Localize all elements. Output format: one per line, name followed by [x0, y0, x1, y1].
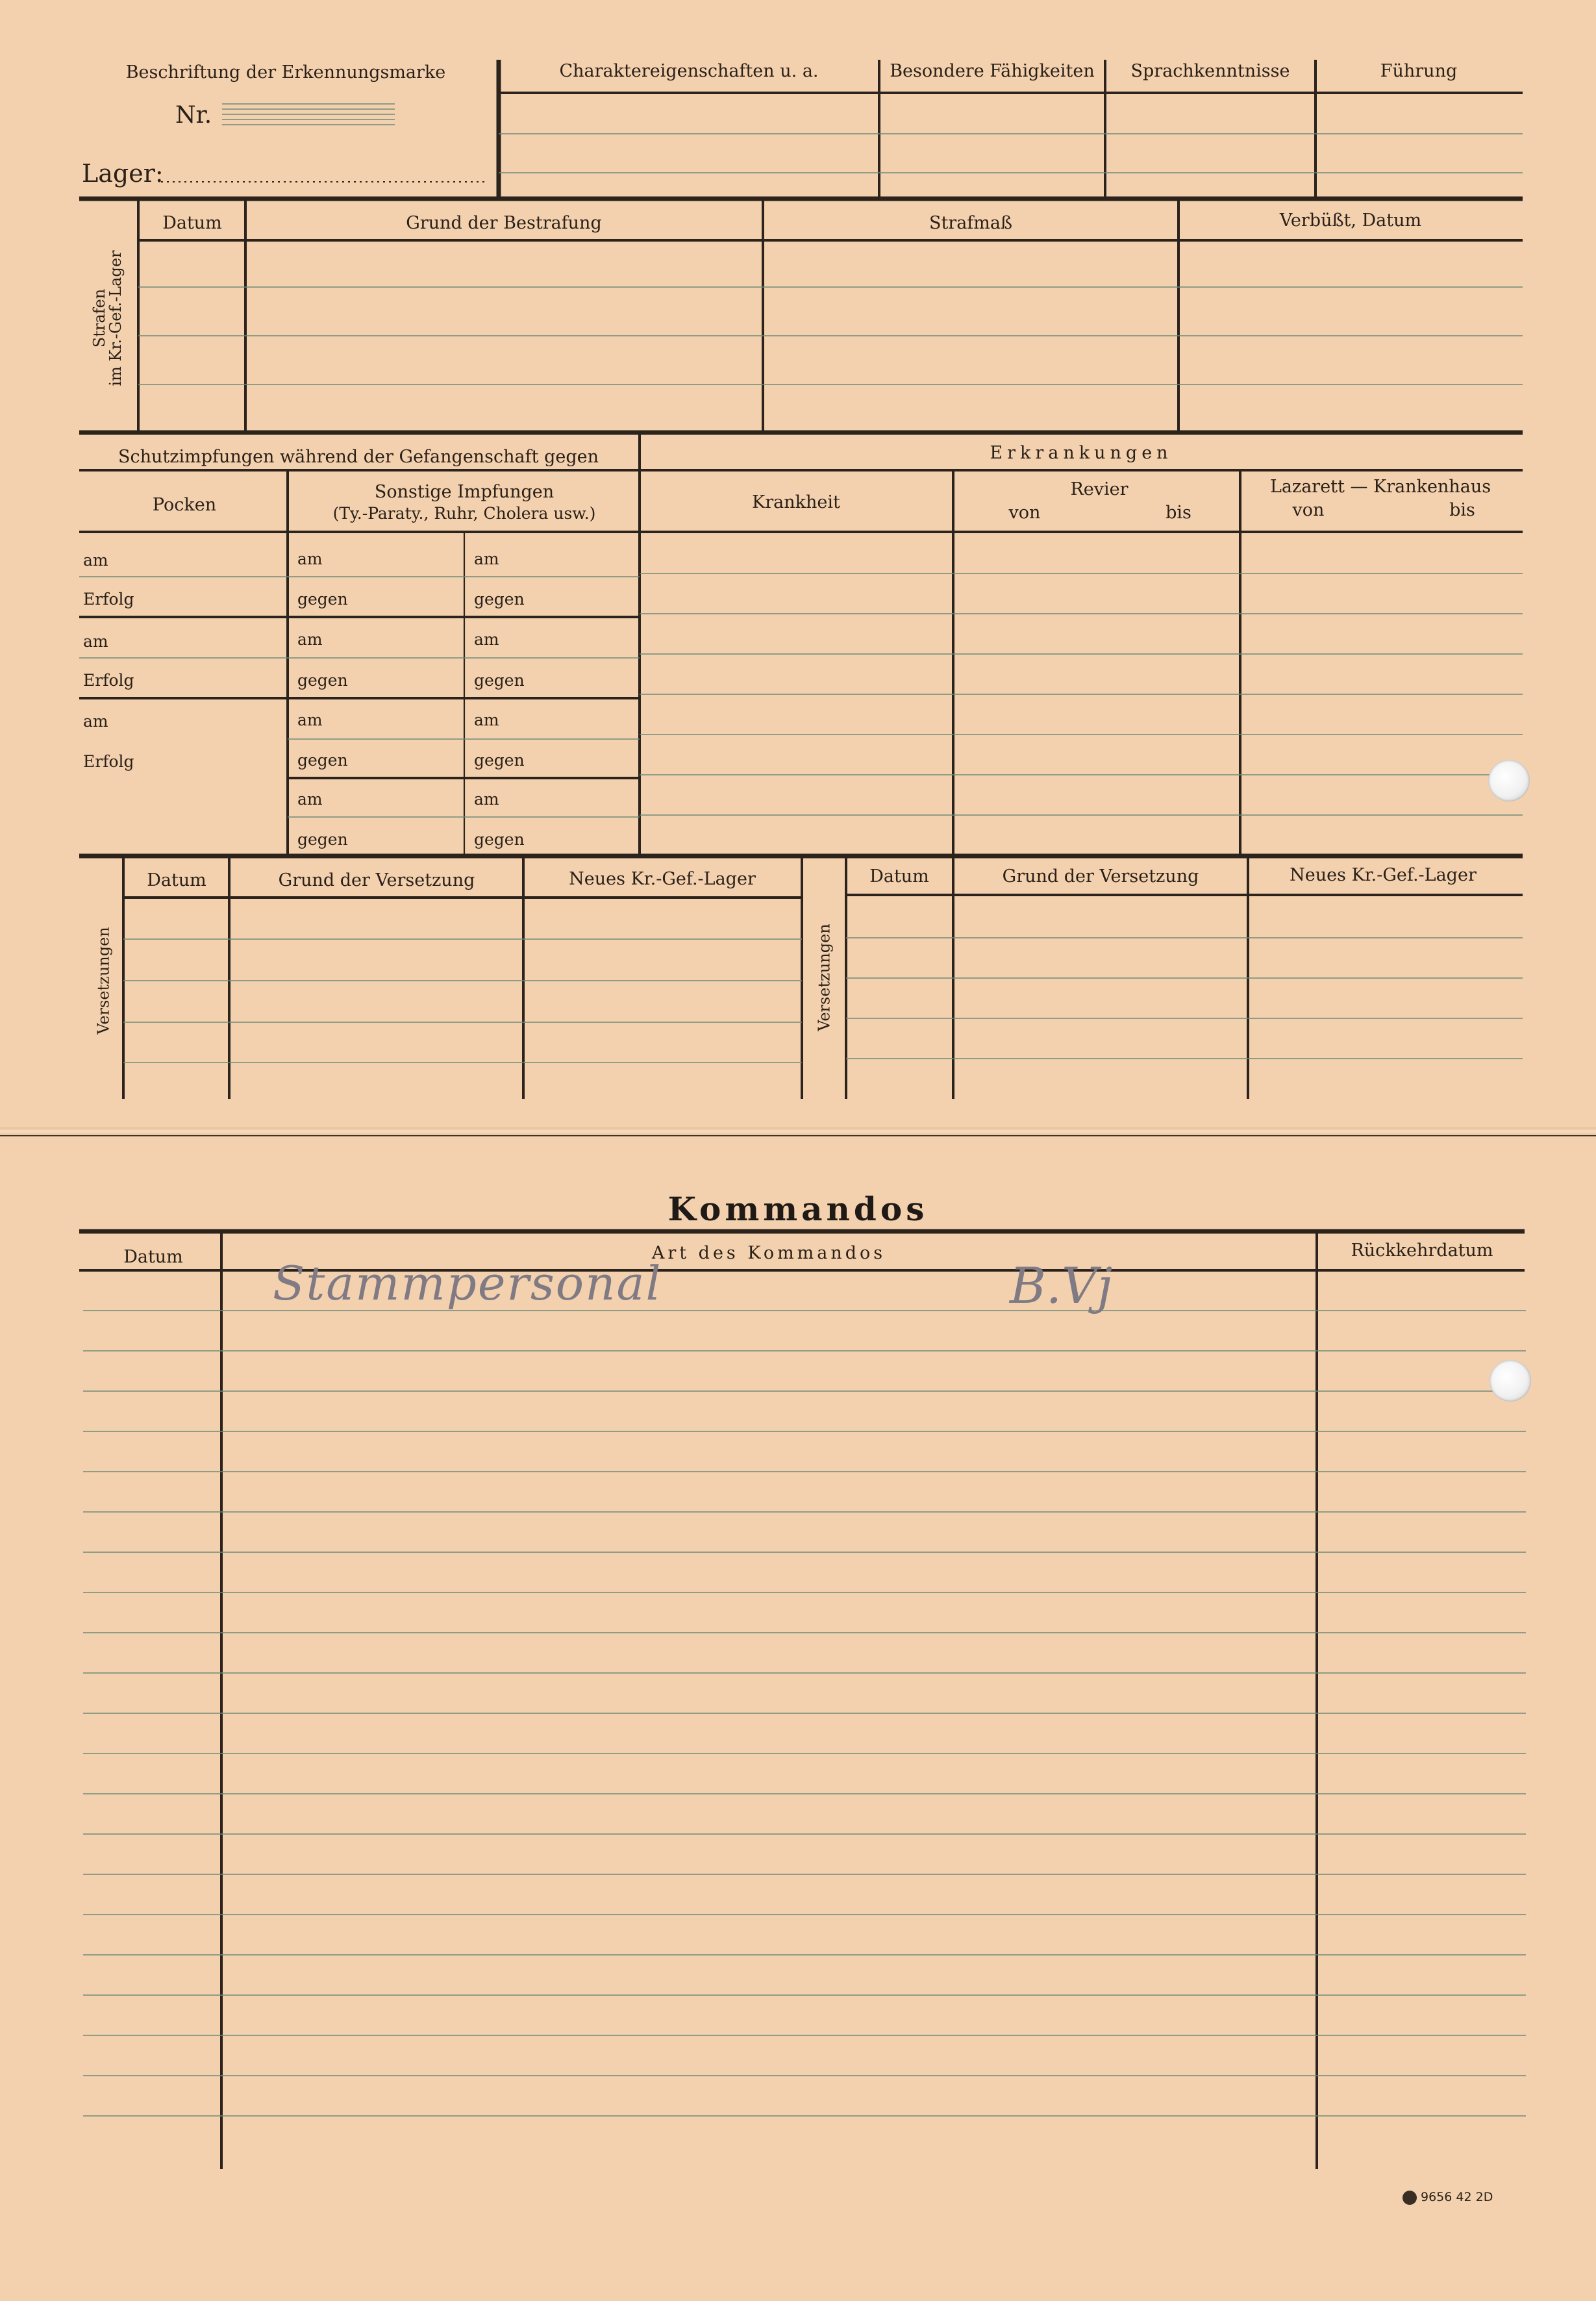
lager-label: Lager:: [82, 159, 164, 188]
strafen-col-grund: Grund der Bestrafung: [406, 213, 602, 233]
form-code: [1403, 2190, 1493, 2205]
impf-am: am: [297, 710, 323, 729]
impf-gegen: gegen: [297, 590, 348, 609]
revier-von: von: [1008, 503, 1041, 523]
pocken-header: Pocken: [152, 495, 217, 515]
impfungen-heading: Schutzimpfungen während der Gefangenschaft gegen: [118, 447, 599, 467]
sonstige-header: Sonstige Impfungen: [374, 482, 555, 502]
impf-am: am: [297, 630, 323, 649]
pocken-am: am: [83, 712, 108, 731]
erkrankungen-heading: Erkrankungen: [990, 443, 1173, 463]
kommandos-title: Kommandos: [667, 1190, 929, 1228]
impf-am: am: [474, 790, 499, 809]
strafen-col-strafmass: Strafmaß: [929, 213, 1013, 233]
pocken-erfolg: Erfolg: [83, 671, 134, 690]
impf-gegen: gegen: [297, 751, 348, 770]
strafen-side-line-2: im Kr.-Gef.-Lager: [106, 250, 125, 386]
col-besondere-faehigkeiten: Besondere Fähigkeiten: [890, 61, 1095, 81]
impf-gegen: gegen: [297, 830, 348, 849]
erkennungsmarke-label: Beschriftung der Erkennungsmarke: [125, 62, 446, 82]
col-fuehrung: Führung: [1380, 61, 1458, 81]
pocken-erfolg: Erfolg: [83, 590, 134, 609]
pocken-am: am: [83, 632, 108, 651]
impf-am: am: [297, 549, 323, 568]
kommando-entry-initials: B.Vj: [1010, 1257, 1113, 1314]
revier-header: Revier: [1070, 479, 1128, 499]
printer-seal-icon: [1403, 2191, 1417, 2205]
strafen-col-datum: Datum: [162, 213, 222, 233]
impf-gegen: gegen: [474, 751, 525, 770]
versetzung-col-datum-right: Datum: [869, 866, 929, 886]
pocken-erfolg: Erfolg: [83, 752, 134, 771]
kommandos-col-datum: Datum: [123, 1247, 183, 1267]
nr-label: Nr.: [175, 102, 212, 129]
impf-am: am: [297, 790, 323, 809]
lazarett-von: von: [1292, 500, 1325, 520]
kommandos-col-rueckkehr: Rückkehrdatum: [1351, 1240, 1493, 1261]
pocken-am: am: [83, 551, 108, 570]
impf-gegen: gegen: [474, 830, 525, 849]
strafen-side-label: [92, 251, 124, 386]
versetzungen-side-label-left: Versetzungen: [94, 927, 113, 1035]
versetzung-col-lager-right: Neues Kr.-Gef.-Lager: [1290, 865, 1477, 885]
lazarett-header: Lazarett — Krankenhaus: [1269, 477, 1491, 497]
versetzungen-side-label-right: Versetzungen: [815, 924, 834, 1031]
versetzung-col-lager-left: Neues Kr.-Gef.-Lager: [569, 869, 756, 889]
punch-hole: [1488, 760, 1530, 801]
form-code-text: 9656 42 2D: [1421, 2190, 1493, 2204]
kommando-entry-text: Stammpersonal: [273, 1256, 662, 1311]
page-fold: [0, 1127, 1596, 1135]
revier-bis: bis: [1166, 503, 1191, 523]
punch-hole: [1490, 1360, 1531, 1402]
strafen-col-verbuesst: Verbüßt, Datum: [1279, 210, 1422, 231]
kommandos-grid: [0, 1134, 1596, 2169]
impf-am: am: [474, 630, 499, 649]
strafen-grid: [79, 199, 1523, 433]
sonstige-header-detail: (Ty.-Paraty., Ruhr, Cholera usw.): [332, 504, 596, 523]
versetzung-col-grund-left: Grund der Versetzung: [278, 870, 475, 890]
kommandos-col-art: Art des Kommandos: [651, 1243, 886, 1263]
impf-gegen: gegen: [297, 671, 348, 690]
impf-am: am: [474, 549, 499, 568]
impf-am: am: [474, 710, 499, 729]
krankheit-header: Krankheit: [752, 492, 840, 512]
col-sprachkenntnisse: Sprachkenntnisse: [1130, 61, 1290, 81]
impf-gegen: gegen: [474, 590, 525, 609]
col-charaktereigenschaften: Charaktereigenschaften u. a.: [559, 61, 819, 81]
versetzung-col-grund-right: Grund der Versetzung: [1002, 866, 1199, 886]
versetzung-col-datum-left: Datum: [147, 870, 206, 890]
lazarett-bis: bis: [1449, 500, 1475, 520]
impf-gegen: gegen: [474, 671, 525, 690]
strafen-side-line-1: Strafen: [90, 288, 108, 348]
